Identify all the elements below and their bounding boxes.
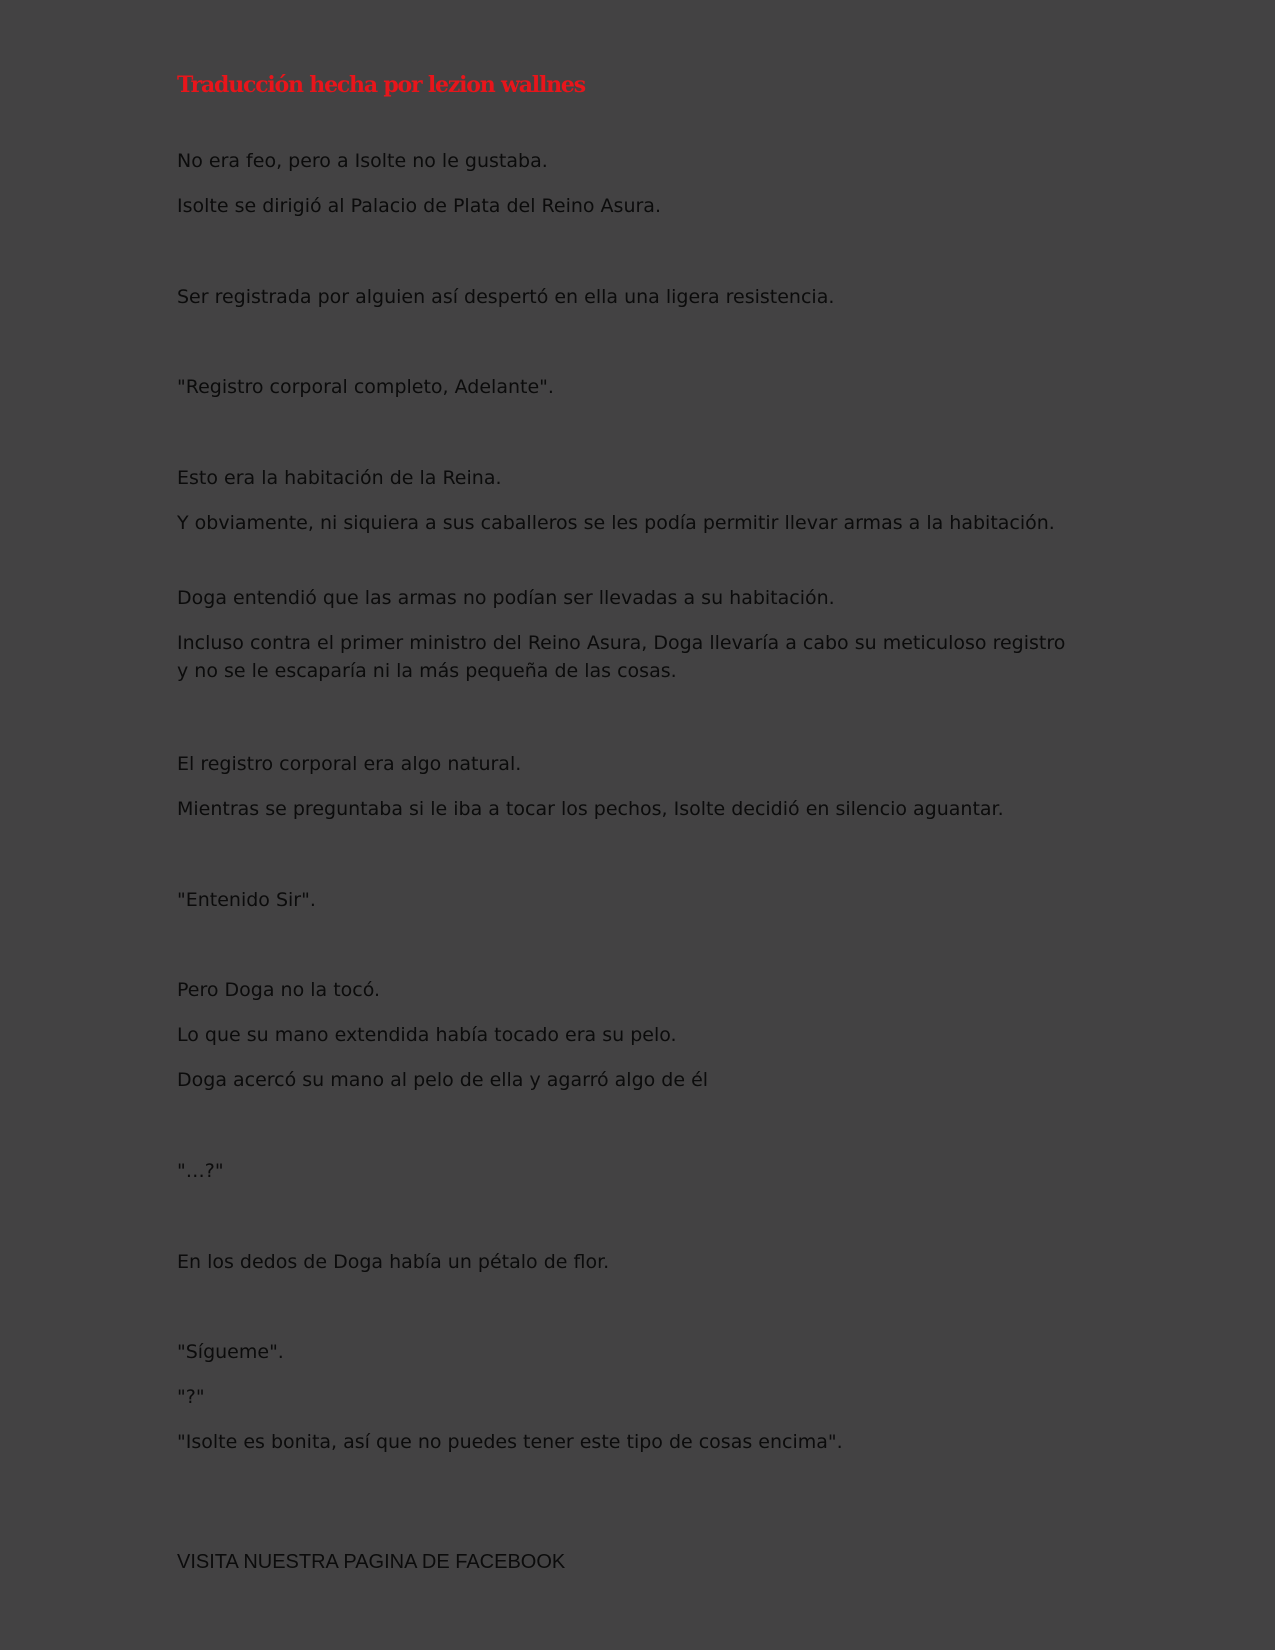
paragraph: Pero Doga no la tocó. xyxy=(177,979,381,1001)
translation-credit-title: Traducción hecha por lezion wallnes xyxy=(177,72,585,98)
paragraph: "…?" xyxy=(177,1160,224,1182)
paragraph: El registro corporal era algo natural. xyxy=(177,753,522,775)
paragraph: En los dedos de Doga había un pétalo de flor. xyxy=(177,1251,610,1273)
paragraph: Doga entendió que las armas no podían ser llevadas a su habitación. xyxy=(177,587,835,609)
facebook-page-link[interactable]: VISITA NUESTRA PAGINA DE FACEBOOK xyxy=(177,1551,566,1573)
paragraph: Y obviamente, ni siquiera a sus caballeros se les podía permitir llevar armas a la habitación. xyxy=(177,512,1055,534)
paragraph: Ser registrada por alguien así despertó en ella una ligera resistencia. xyxy=(177,286,835,308)
paragraph: No era feo, pero a Isolte no le gustaba. xyxy=(177,150,548,172)
paragraph: "?" xyxy=(177,1386,205,1408)
paragraph: "Registro corporal completo, Adelante". xyxy=(177,376,554,398)
paragraph: "Sígueme". xyxy=(177,1341,284,1363)
paragraph: Esto era la habitación de la Reina. xyxy=(177,467,502,489)
paragraph: Incluso contra el primer ministro del Reino Asura, Doga llevaría a cabo su meticuloso registro y no se le escaparía ni la más pequeña de las cosas. xyxy=(177,632,1066,682)
paragraph: Lo que su mano extendida había tocado era su pelo. xyxy=(177,1024,677,1046)
paragraph: "Entenido Sir". xyxy=(177,889,316,911)
paragraph: Doga acercó su mano al pelo de ella y agarró algo de él xyxy=(177,1069,709,1091)
paragraph: Isolte se dirigió al Palacio de Plata del Reino Asura. xyxy=(177,195,661,217)
paragraph: Mientras se preguntaba si le iba a tocar los pechos, Isolte decidió en silencio aguantar. xyxy=(177,798,1004,820)
paragraph: "Isolte es bonita, así que no puedes tener este tipo de cosas encima". xyxy=(177,1431,843,1453)
